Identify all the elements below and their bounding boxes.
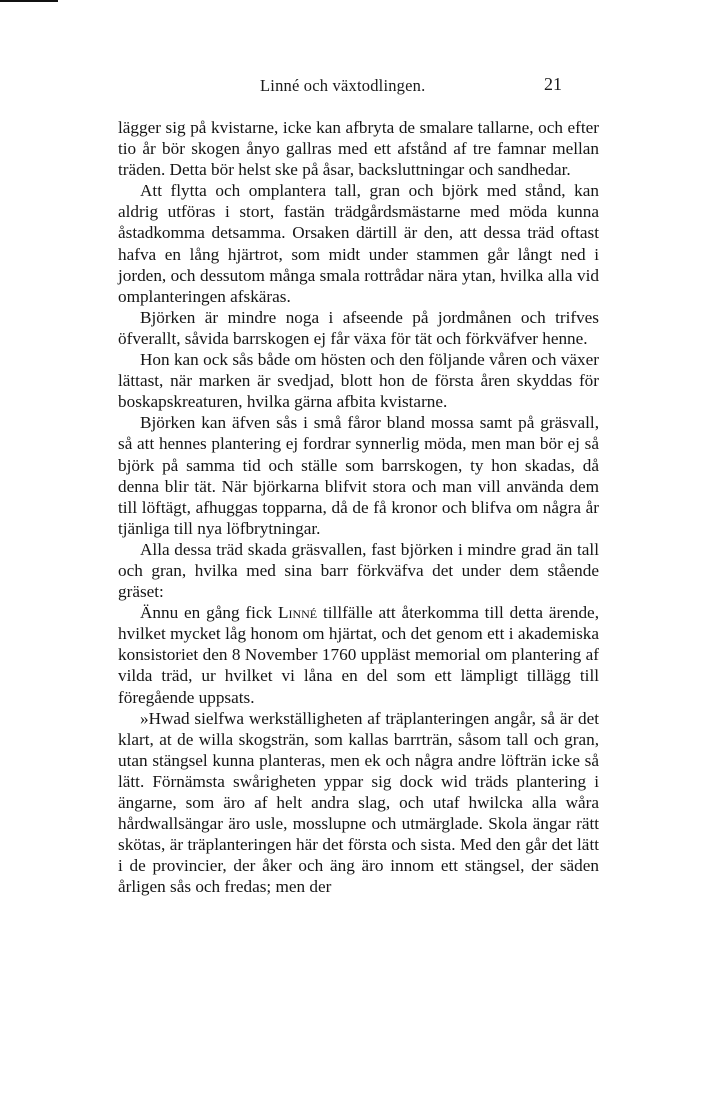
paragraph-text: Ännu en gång fick bbox=[140, 603, 278, 623]
paragraph: Hon kan ock sås både om hösten och den följande våren och växer lättast, när marken är svedjad, blott hon de första åren skyddas för boskapskreaturen, hvilka gärna afbita kvistarne. bbox=[118, 350, 599, 412]
scan-edge-rule bbox=[0, 0, 58, 2]
paragraph: Alla dessa träd skada gräsvallen, fast björken i mindre grad än tall och gran, hvilka med sina barr förkväfva det under dem stående gräset: bbox=[118, 539, 599, 602]
quoted-paragraph: »Hwad sielfwa werkställigheten af träplanteringen angår, så är det klart, at de willa skogsträn, som kallas barrträn, såsom tall och gran, utan stängsel kunna planteras, men ek och några andre löfträn icke så lätt. Förnämsta swårigheten yppar sig dock wid träds plantering i ängarne, som äro af helt andra slag, och utaf hwilcka alla wåra hårdwallsängar äro usle, mosslupne och utmärglade. Skola ängar rätt skötas, är träplanteringen här det första och sista. Med den går det lätt i de provincier, der åker och äng äro innom ett stängsel, der säden årligen sås och fredas; men der bbox=[118, 708, 599, 897]
body-text bbox=[118, 117, 599, 897]
page-number: 21 bbox=[544, 74, 562, 94]
paragraph: Björken är mindre noga i afseende på jordmånen och trifves öfverallt, såvida barrskogen ej får växa för tät och förkväfver henne. bbox=[118, 307, 599, 348]
paragraph: lägger sig på kvistarne, icke kan afbryta de smalare tallarne, och efter tio år bör skogen ånyo gallras med ett afstånd af tre famnar mellan träden. Detta bör helst ske på åsar, backsluttningar och sandhedar. bbox=[118, 118, 599, 180]
author-name: Linné bbox=[277, 603, 318, 623]
paragraph: Björken kan äfven sås i små fåror bland mossa samt på gräsvall, så att hennes plantering ej fordrar synnerlig möda, men man bör ej så björk på samma tid och ställe som barrskogen, ty hon skadas, då denna blir tät. När björkarna blifvit stora och man vill använda dem till löftägt, afhuggas topparna, då de få kronor och blifva om några år tjänliga till nya löfbrytningar. bbox=[118, 413, 599, 538]
paragraph bbox=[118, 602, 599, 707]
running-title: Linné och växtodlingen. bbox=[260, 76, 426, 95]
paragraph: Att flytta och omplantera tall, gran och björk med stånd, kan aldrig utföras i stort, fastän trädgårdsmästarne med möda kunna åstadkomma detsamma. Orsaken därtill är den, att dessa träd oftast hafva en lång hjärtrot, som midt under stammen går långt ned i jorden, och dessutom många smala rottrådar nära ytan, hvilka alla vid omplanteringen afskäras. bbox=[118, 181, 599, 306]
paragraph-text: tillfälle att återkomma till detta ärende, hvilket mycket låg honom om hjärtat, och det genom ett i akademiska konsistoriet den 8 November 1760 uppläst memorial om plantering af vilda träd, ur hvilket vi låna en del som ett lämpligt tillägg till föregående uppsats. bbox=[118, 603, 599, 707]
running-header bbox=[118, 74, 598, 98]
